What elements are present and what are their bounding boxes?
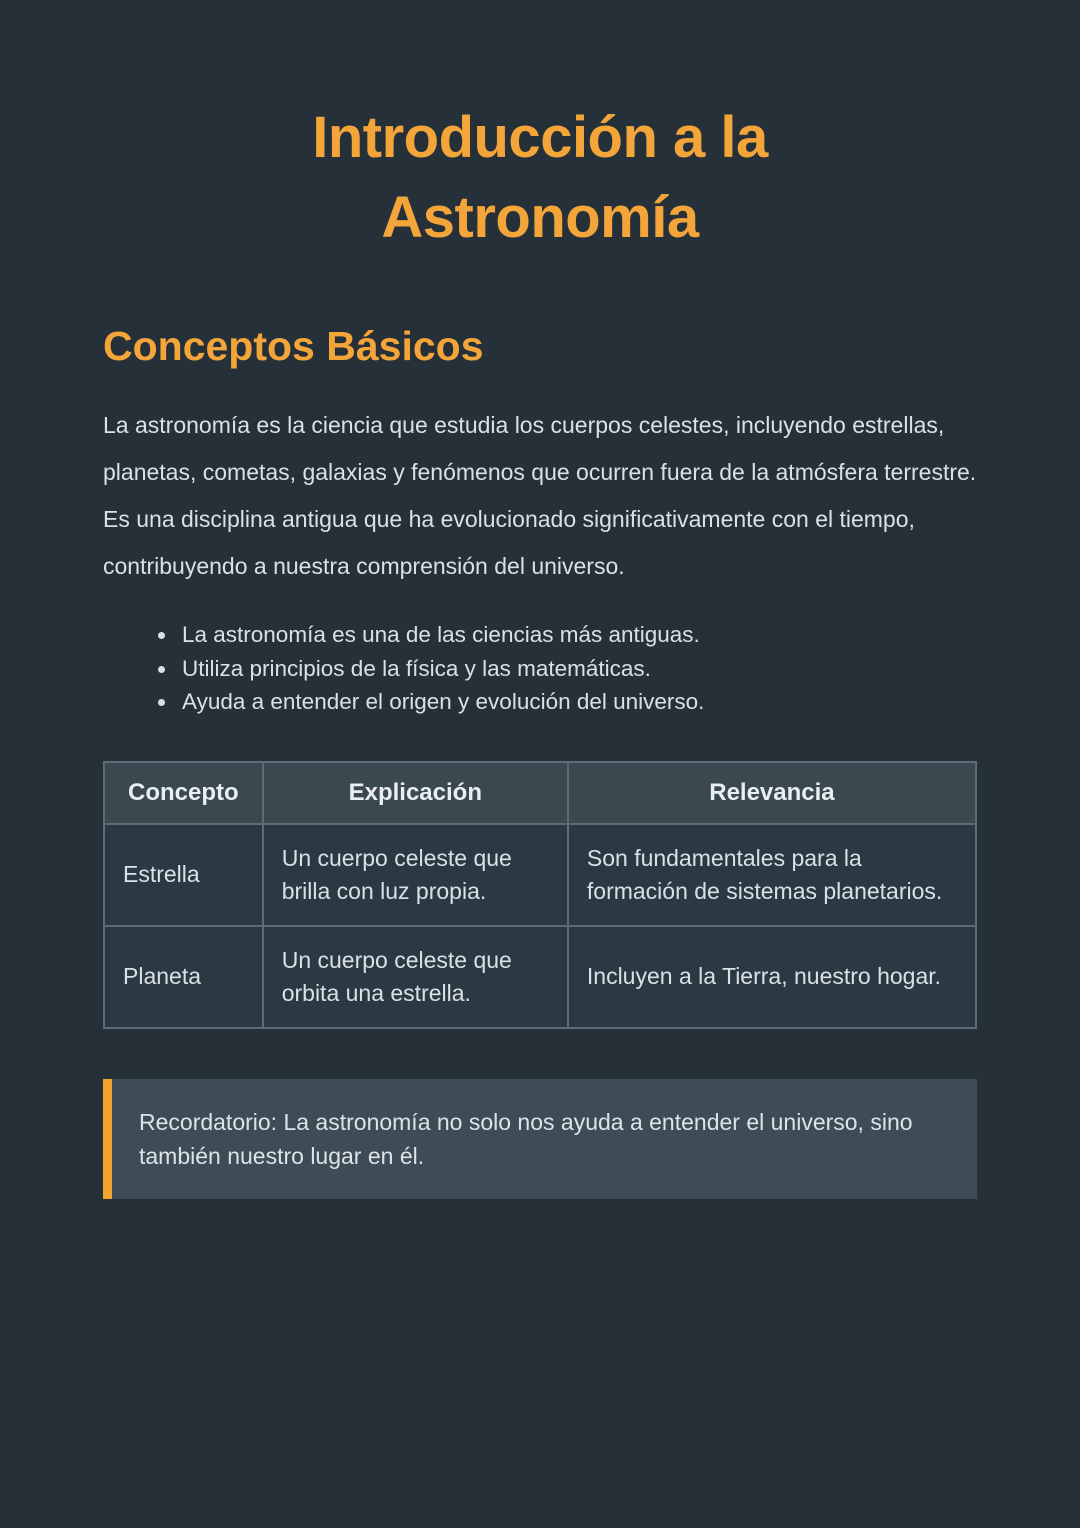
table-cell-explanation: Un cuerpo celeste que orbita una estrella. bbox=[263, 926, 568, 1028]
list-item: • Utiliza principios de la física y las matemáticas. bbox=[178, 652, 977, 686]
reminder-callout bbox=[103, 1079, 977, 1199]
table-cell-relevance: Son fundamentales para la formación de sistemas planetarios. bbox=[568, 824, 976, 926]
concepts-table bbox=[103, 761, 977, 1029]
table-header-explicacion: Explicación bbox=[263, 762, 568, 824]
intro-paragraph: La astronomía es la ciencia que estudia los cuerpos celestes, incluyendo estrellas, planetas, cometas, galaxias y fenómenos que ocurren fuera de la atmósfera terrestre. Es una disciplina antigua que ha evolucionado significativamente con el tiempo, contribuyendo a nuestra comprensión del universo. bbox=[103, 412, 977, 579]
table-row bbox=[104, 926, 976, 1028]
section-heading: Conceptos Básicos bbox=[103, 323, 484, 369]
callout-body bbox=[112, 1079, 977, 1199]
table-cell-explanation: Un cuerpo celeste que brilla con luz propia. bbox=[263, 824, 568, 926]
table-cell-relevance: Incluyen a la Tierra, nuestro hogar. bbox=[568, 926, 976, 1028]
key-points-list bbox=[103, 618, 977, 719]
list-item: • Ayuda a entender el origen y evolución del universo. bbox=[178, 685, 977, 719]
callout-accent-bar bbox=[103, 1079, 112, 1199]
table-row bbox=[104, 824, 976, 926]
table-header-relevancia: Relevancia bbox=[568, 762, 976, 824]
callout-text: Recordatorio: La astronomía no solo nos ayuda a entender el universo, sino también nuestro lugar en él. bbox=[139, 1108, 913, 1169]
table-header-row bbox=[104, 762, 976, 824]
table-cell-concept: Planeta bbox=[104, 926, 263, 1028]
table-cell-concept: Estrella bbox=[104, 824, 263, 926]
table-header-concepto: Concepto bbox=[104, 762, 263, 824]
list-item: • La astronomía es una de las ciencias más antiguas. bbox=[178, 618, 977, 652]
page-title: Introducción a la Astronomía bbox=[312, 105, 768, 250]
content-column bbox=[103, 322, 977, 1199]
